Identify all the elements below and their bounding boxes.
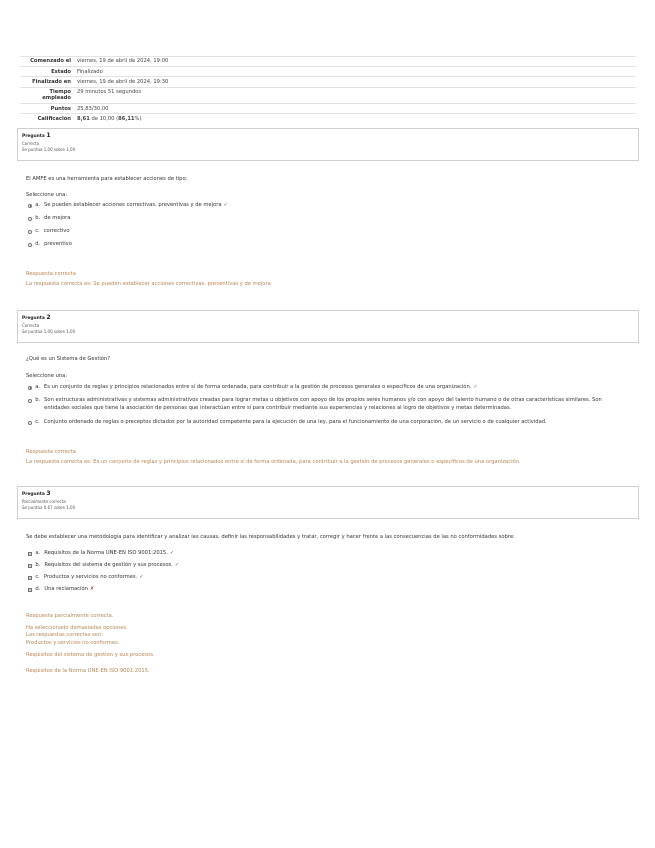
feedback-line: La respuesta correcta es: Es un conjunto de reglas y principios relacionados entre sí de forma ordenada, para contribuir a la gestión de procesos generales o específicos de una organización. [26, 458, 521, 465]
option-letter: d. [35, 586, 41, 592]
summary-value [74, 114, 636, 124]
answer-option[interactable] [28, 562, 628, 570]
answer-option[interactable] [28, 215, 628, 223]
summary-value: Finalizado [74, 67, 636, 77]
choose-prompt: Seleccione una: [26, 192, 68, 198]
radio-button[interactable] [28, 243, 32, 247]
question-number-label: Pregunta [22, 492, 45, 497]
question-number-label: Pregunta [22, 134, 45, 139]
summary-row [20, 114, 636, 124]
feedback-line: Respuesta correcta [26, 449, 76, 455]
check-icon: ✓ [473, 384, 478, 390]
option-letter: a. [35, 384, 41, 390]
option-letter: d. [35, 241, 41, 247]
option-text: correctivo [43, 228, 70, 234]
checkbox[interactable] [28, 552, 32, 556]
choose-prompt: Seleccione una: [26, 373, 68, 379]
grade-value: 8,61 [77, 115, 90, 122]
summary-row [20, 57, 636, 67]
summary-label: Puntos [20, 104, 74, 114]
summary-row [20, 104, 636, 114]
option-text: Conjunto ordenado de reglas o preceptos dictados por la autoridad competente para la ejecución de una ley, para el funcionamiento de una corporación, de un servicio o de cualquier actividad. [43, 419, 547, 425]
feedback-line: Requisitos de la Norma UNE-EN ISO 9001:2015. [26, 667, 150, 674]
summary-value: viernes, 19 de abril de 2024, 19:00 [74, 57, 636, 67]
feedback-line: Las respuestas correctas son: [26, 632, 103, 639]
grade-end: %) [134, 115, 142, 122]
summary-label: Finalizado en [20, 77, 74, 87]
feedback [26, 271, 271, 288]
question-text: ¿Qué es un Sistema de Gestión? [26, 356, 111, 362]
option-text: Productos y servicios no conformes. [43, 574, 138, 580]
summary-label: Comenzado el [20, 57, 74, 67]
summary-row [20, 87, 636, 104]
option-letter: a. [35, 202, 41, 208]
summary-label: Tiempo empleado [20, 87, 74, 104]
radio-button[interactable] [28, 399, 32, 403]
option-text: Requisitos de la Norma UNE-EN ISO 9001:2015. [44, 550, 168, 556]
option-letter: a. [35, 550, 41, 556]
radio-button[interactable] [28, 230, 32, 234]
answer-option[interactable] [28, 397, 628, 412]
summary-label: Calificación [20, 114, 74, 124]
grade-percent: 86,11 [118, 115, 135, 122]
answer-option[interactable] [28, 241, 628, 249]
radio-button[interactable] [28, 421, 32, 425]
check-icon: ✓ [139, 574, 144, 580]
feedback [26, 449, 521, 466]
answer-option[interactable] [28, 384, 628, 392]
summary-row [20, 67, 636, 77]
option-text: Requisitos del sistema de gestión y sus procesos. [44, 562, 173, 568]
checkbox[interactable] [28, 588, 32, 592]
question-mark: Se puntúa 1,00 sobre 1,00 [22, 329, 76, 334]
option-letter: b. [35, 215, 41, 221]
answer-option[interactable] [28, 550, 628, 558]
cross-icon: ✗ [89, 586, 95, 592]
option-text: Una reclamación [44, 586, 88, 592]
question-state: Parcialmente correcta [22, 498, 66, 504]
summary-value: viernes, 19 de abril de 2024, 19:30 [74, 77, 636, 87]
radio-button[interactable] [28, 217, 32, 221]
option-letter: c. [35, 419, 40, 425]
feedback-line: La respuesta correcta es: Se pueden establecer acciones correctivas, preventivas y de mejora [26, 280, 271, 287]
check-icon: ✓ [223, 202, 228, 208]
answer-option[interactable] [28, 574, 628, 582]
question-state: Correcta [22, 140, 40, 146]
feedback [26, 613, 155, 676]
option-letter: c. [35, 574, 40, 580]
question-text: Se debe establecer una metodología para identificar y analizar las causas, definir las responsabilidades y tratar, corregir y hacer frente a las consecuencias de las no conformidades sobre: [26, 534, 515, 540]
question-number-label: Pregunta [22, 316, 45, 321]
option-letter: b. [35, 562, 41, 568]
question-number [18, 311, 638, 321]
summary-value: 29 minutos 51 segundos [74, 87, 636, 104]
answer-option[interactable] [28, 228, 628, 236]
question-number-value: 2 [46, 314, 51, 321]
answer-option[interactable] [28, 586, 628, 594]
radio-button[interactable] [28, 204, 32, 208]
question-number [18, 129, 638, 139]
feedback-line: Requisitos del sistema de gestión y sus procesos. [26, 652, 155, 659]
answer-option[interactable] [28, 202, 628, 210]
radio-button[interactable] [28, 386, 32, 390]
question-mark: Se puntúa 0,67 sobre 1,00 [22, 505, 76, 510]
check-icon: ✓ [174, 562, 180, 568]
question-mark: Se puntúa 1,00 sobre 1,00 [22, 147, 76, 152]
option-text: Es un conjunto de reglas y principios relacionados entre sí de forma ordenada, para contribuir a la gestión de procesos generales o específicos de una organización. [44, 384, 472, 390]
summary-row [20, 77, 636, 87]
question-state: Correcta [22, 322, 40, 328]
option-text: Se pueden establecer acciones correctivas, preventivas y de mejora [44, 202, 222, 208]
option-letter: b. [35, 397, 41, 403]
feedback-line: Respuesta parcialmente correcta. [26, 613, 114, 619]
question-number-value: 3 [46, 490, 51, 497]
option-text: preventivo [44, 241, 72, 247]
question-number-value: 1 [46, 132, 51, 139]
summary-label: Estado [20, 67, 74, 77]
question-info-box [17, 128, 639, 161]
feedback-line: Ha seleccionado demasiadas opciones. [26, 624, 128, 631]
attempt-summary-table [20, 56, 636, 124]
summary-value: 25,83/30,00 [74, 104, 636, 114]
question-number [18, 487, 638, 497]
grade-scale: de 10,00 ( [89, 115, 119, 122]
checkbox[interactable] [28, 576, 32, 580]
question-info-box [17, 486, 639, 519]
check-icon: ✓ [169, 550, 175, 556]
option-text: Son estructuras administrativas y sistemas administrativos creadas para lograr metas u objetivos con apoyo de los propios seres humanos y/o con apoyo del talento humano o de otras características similares. Son entidades sociales que tiene la asociación de personas que interactúan entre sí para contribuir mediante sus experiencias y relaciones al logro de objetivos y metas determinadas. [44, 397, 602, 411]
answer-option[interactable] [28, 419, 628, 427]
question-info-box [17, 310, 639, 343]
feedback-line: Productos y servicios no conformes. [26, 639, 120, 646]
option-text: de mejora [44, 215, 71, 221]
question-text: El AMFE es una herramienta para establecer acciones de tipo: [26, 176, 188, 182]
feedback-line: Respuesta correcta [26, 271, 76, 277]
option-letter: c. [35, 228, 40, 234]
checkbox[interactable] [28, 564, 32, 568]
